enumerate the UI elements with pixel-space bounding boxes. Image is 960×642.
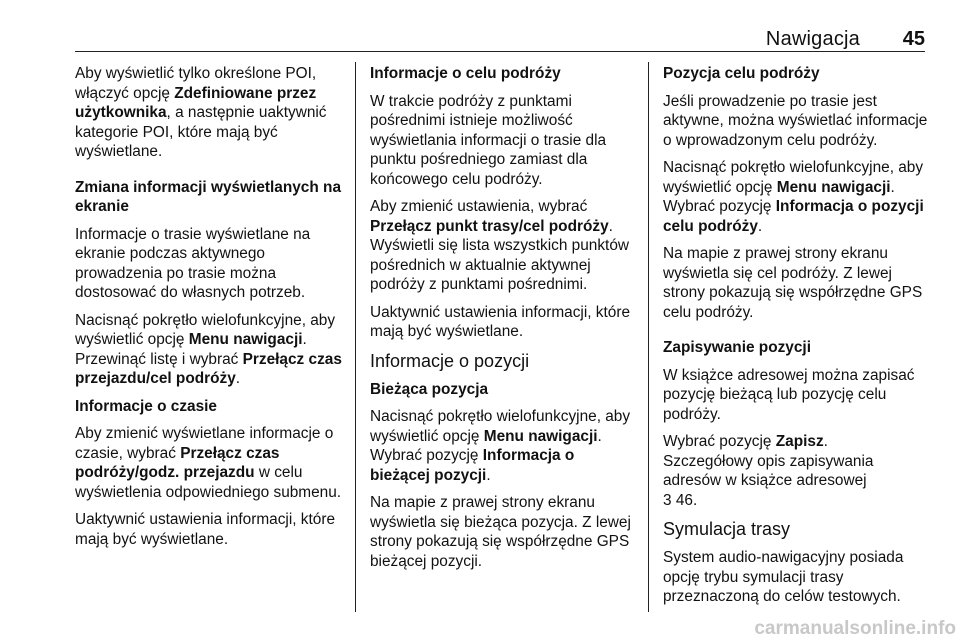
time-info-paragraph	[75, 424, 343, 502]
subheading-save-position: Zapisywanie pozycji	[663, 339, 811, 356]
subheading-destination-info: Informacje o celu podróży	[370, 65, 561, 82]
text: Szczegółowy opis zapisywania adresów w książce adresowej	[663, 452, 874, 489]
text: w celu wyświetlenia odpowiedniego submenu.	[75, 464, 342, 501]
text: Nacisnąć pokrętło wielofunkcyjne, aby wyświetlić opcję	[370, 408, 631, 445]
destination-info-paragraph: W trakcie podróży z punktami pośrednimi istnieje możliwość wyświetlania informacji o trasie dla punktu pośredniego zamiast dla końcowego celu podróży.	[370, 92, 607, 188]
route-info-paragraph: Informacje o trasie wyświetlane na ekranie podczas aktywnego prowadzenia po trasie można dostosować do własnych potrzeb.	[75, 225, 311, 301]
page-number: 45	[902, 28, 925, 50]
destination-info-instructions	[370, 197, 638, 295]
menu-option-text: Przełącz punkt trasy/cel podróży	[370, 217, 609, 235]
text: .	[235, 370, 241, 387]
text: . Przewinąć listę i wybrać	[75, 331, 307, 368]
menu-option-text: Informacja o bieżącej pozycji	[370, 447, 575, 484]
destination-position-paragraph: Jeśli prowadzenie po trasie jest aktywne, można wyświetlać informacje o wprowadzonym celu podróży.	[663, 92, 928, 149]
text: . Wyświetli się lista wszystkich punktów pośrednich w aktualnie aktywnej podróży z punktami pośrednimi.	[370, 217, 630, 293]
text: Wybrać pozycję	[663, 433, 776, 450]
text: Aby wyświetlić tylko określone POI, włączyć opcję	[75, 65, 317, 102]
page-reference: 3 46.	[663, 491, 698, 509]
text: Aby zmienić ustawienia, wybrać	[370, 198, 588, 215]
heading-route-simulation: Symulacja trasy	[663, 519, 791, 539]
text: .	[757, 217, 763, 235]
menu-option-text: Menu nawigacji	[483, 427, 598, 445]
address-book-reference	[663, 452, 928, 511]
menu-option-text: Zapisz	[775, 433, 824, 450]
subheading-time-info: Informacje o czasie	[75, 397, 217, 415]
save-instructions	[663, 432, 928, 452]
subheading-current-position: Bieżąca pozycja	[370, 380, 489, 398]
route-info-instructions	[75, 311, 343, 389]
column-left	[75, 64, 343, 557]
menu-option-text: Menu nawigacji	[188, 331, 303, 348]
subheading-destination-position: Pozycja celu podróży	[663, 65, 820, 82]
column-divider-1	[355, 62, 356, 612]
text: , a następnie uaktywnić kategorie POI, które mają być wyświetlane.	[75, 104, 327, 160]
destination-info-activate: Uaktywnić ustawienia informacji, które mają być wyświetlane.	[370, 303, 631, 340]
destination-position-instructions	[663, 158, 928, 236]
menu-option-text: Przełącz czas przejazdu/cel podróży	[75, 350, 342, 387]
text: .	[486, 466, 491, 484]
text: Aby zmienić wyświetlane informacje o czasie, wybrać	[75, 425, 334, 462]
time-info-activate: Uaktywnić ustawienia informacji, które mają być wyświetlane.	[75, 511, 336, 548]
heading-position-info: Informacje o pozycji	[370, 350, 530, 371]
text: Nacisnąć pokrętło wielofunkcyjne, aby wyświetlić opcję	[75, 311, 336, 348]
header-divider	[75, 51, 925, 52]
page-header	[0, 0, 960, 54]
menu-option-text: Przełącz czas podróży/godz. przejazdu	[75, 444, 280, 481]
destination-position-description: Na mapie z prawej strony ekranu wyświetla się cel podróży. Z lewej strony pokazują się współrzędne GPS celu podróży.	[663, 245, 923, 321]
section-title: Nawigacja	[765, 28, 860, 50]
text: .	[823, 433, 828, 450]
menu-option-text: Zdefiniowane przez użytkownika	[75, 84, 317, 121]
route-simulation-paragraph: System audio-nawigacyjny posiada opcję trybu symulacji trasy przeznaczoną do celów testowych.	[663, 549, 904, 605]
current-position-description: Na mapie z prawej strony ekranu wyświetla się bieżąca pozycja. Z lewej strony pokazują się współrzędne GPS bieżącej pozycji.	[370, 494, 631, 570]
text: . Wybrać pozycję	[370, 427, 602, 464]
menu-option-text: Menu nawigacji	[776, 178, 891, 196]
text: . Wybrać pozycję	[663, 178, 895, 215]
current-position-instructions	[370, 407, 638, 485]
text: Nacisnąć pokrętło wielofunkcyjne, aby wyświetlić opcję	[663, 159, 924, 196]
menu-option-text: Informacja o pozycji celu podróży	[663, 198, 924, 235]
watermark: carmanualsonline.info	[754, 618, 956, 639]
column-middle	[370, 64, 638, 579]
column-right	[663, 64, 928, 615]
subheading-route-info: Zmiana informacji wyświetlanych na ekranie	[75, 178, 341, 215]
save-position-paragraph: W książce adresowej można zapisać pozycję bieżącą lub pozycję celu podróży.	[663, 366, 915, 423]
column-divider-2	[648, 62, 649, 612]
poi-paragraph	[75, 64, 343, 162]
